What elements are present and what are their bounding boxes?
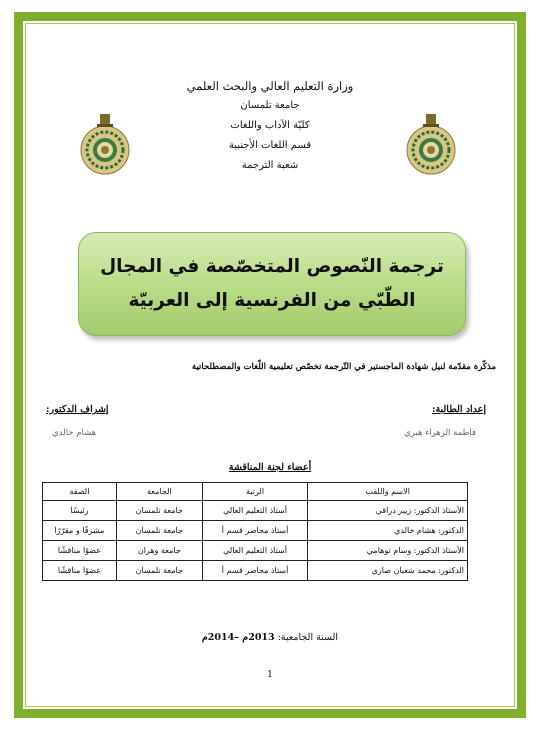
member-role: رئيسًا bbox=[43, 501, 117, 521]
university-logo-left bbox=[76, 110, 134, 184]
member-role: عضوًا مناقشًا bbox=[43, 541, 117, 561]
branch-name: شعبة الترجمة bbox=[241, 160, 299, 171]
supervisor-label: إشراف الدكتور: bbox=[46, 404, 109, 415]
committee-table bbox=[42, 482, 468, 581]
column-header-rank: الرتبة bbox=[202, 483, 308, 501]
table-row bbox=[43, 561, 468, 581]
member-name: الدكتور: هشام خالدي bbox=[308, 521, 468, 541]
member-name: الأستاذ الدكتور: وسام توهامي bbox=[308, 541, 468, 561]
university-name: جامعة تلمسان bbox=[240, 100, 300, 111]
member-name: الأستاذ الدكتور: زبير دراقي bbox=[308, 501, 468, 521]
column-header-name: الاسم واللقب bbox=[308, 483, 468, 501]
thesis-subtitle: مذكّرة مقدّمة لنيل شهادة الماجستير في التّرجمة تخصّص تعليمية اللّغات والمصطلحاتية bbox=[191, 362, 496, 372]
member-rank: أستاذ محاضر قسم أ bbox=[202, 521, 308, 541]
university-logo-right bbox=[402, 110, 460, 184]
table-row bbox=[43, 541, 468, 561]
member-role: مشرفًا و مقرّرًا bbox=[43, 521, 117, 541]
prepared-by-label: إعداد الطالبة: bbox=[431, 404, 486, 415]
column-header-role: الصفة bbox=[43, 483, 117, 501]
member-name: الدكتور: محمد شعبان صاري bbox=[308, 561, 468, 581]
page-number: 1 bbox=[267, 670, 273, 680]
member-university: جامعة تلمسان bbox=[116, 561, 202, 581]
member-university: جامعة تلمسان bbox=[116, 501, 202, 521]
member-rank: أستاذ محاضر قسم أ bbox=[202, 561, 308, 581]
supervisor-name: هشام خالدي bbox=[52, 428, 97, 438]
member-role: عضوًا مناقشًا bbox=[43, 561, 117, 581]
committee-heading: أعضاء لجنة المناقشة bbox=[228, 462, 312, 473]
thesis-title-line-1: ترجمة النّصوص المتخصّصة في المجال bbox=[100, 256, 444, 277]
academic-year bbox=[0, 632, 540, 643]
thesis-title-box bbox=[78, 232, 466, 336]
table-row bbox=[43, 521, 468, 541]
academic-year-label: السنة الجامعية: bbox=[277, 632, 339, 643]
member-university: جامعة وهران bbox=[116, 541, 202, 561]
ministry-name: وزارة التعليم العالي والبحث العلمي bbox=[186, 79, 354, 93]
thesis-title-line-2: الطّبّي من الفرنسية إلى العربيّة bbox=[128, 290, 416, 311]
table-row bbox=[43, 501, 468, 521]
member-university: جامعة تلمسان bbox=[116, 521, 202, 541]
department-name: قسم اللغات الأجنبية bbox=[228, 140, 312, 151]
table-header-row bbox=[43, 483, 468, 501]
student-name: فاطمة الزهراء هبري bbox=[404, 428, 476, 438]
member-rank: أستاذ التعليم العالي bbox=[202, 541, 308, 561]
member-rank: أستاذ التعليم العالي bbox=[202, 501, 308, 521]
column-header-university: الجامعة bbox=[116, 483, 202, 501]
faculty-name: كليّة الآداب واللغات bbox=[230, 120, 310, 131]
academic-year-value: 2013م –2014م bbox=[201, 632, 275, 643]
